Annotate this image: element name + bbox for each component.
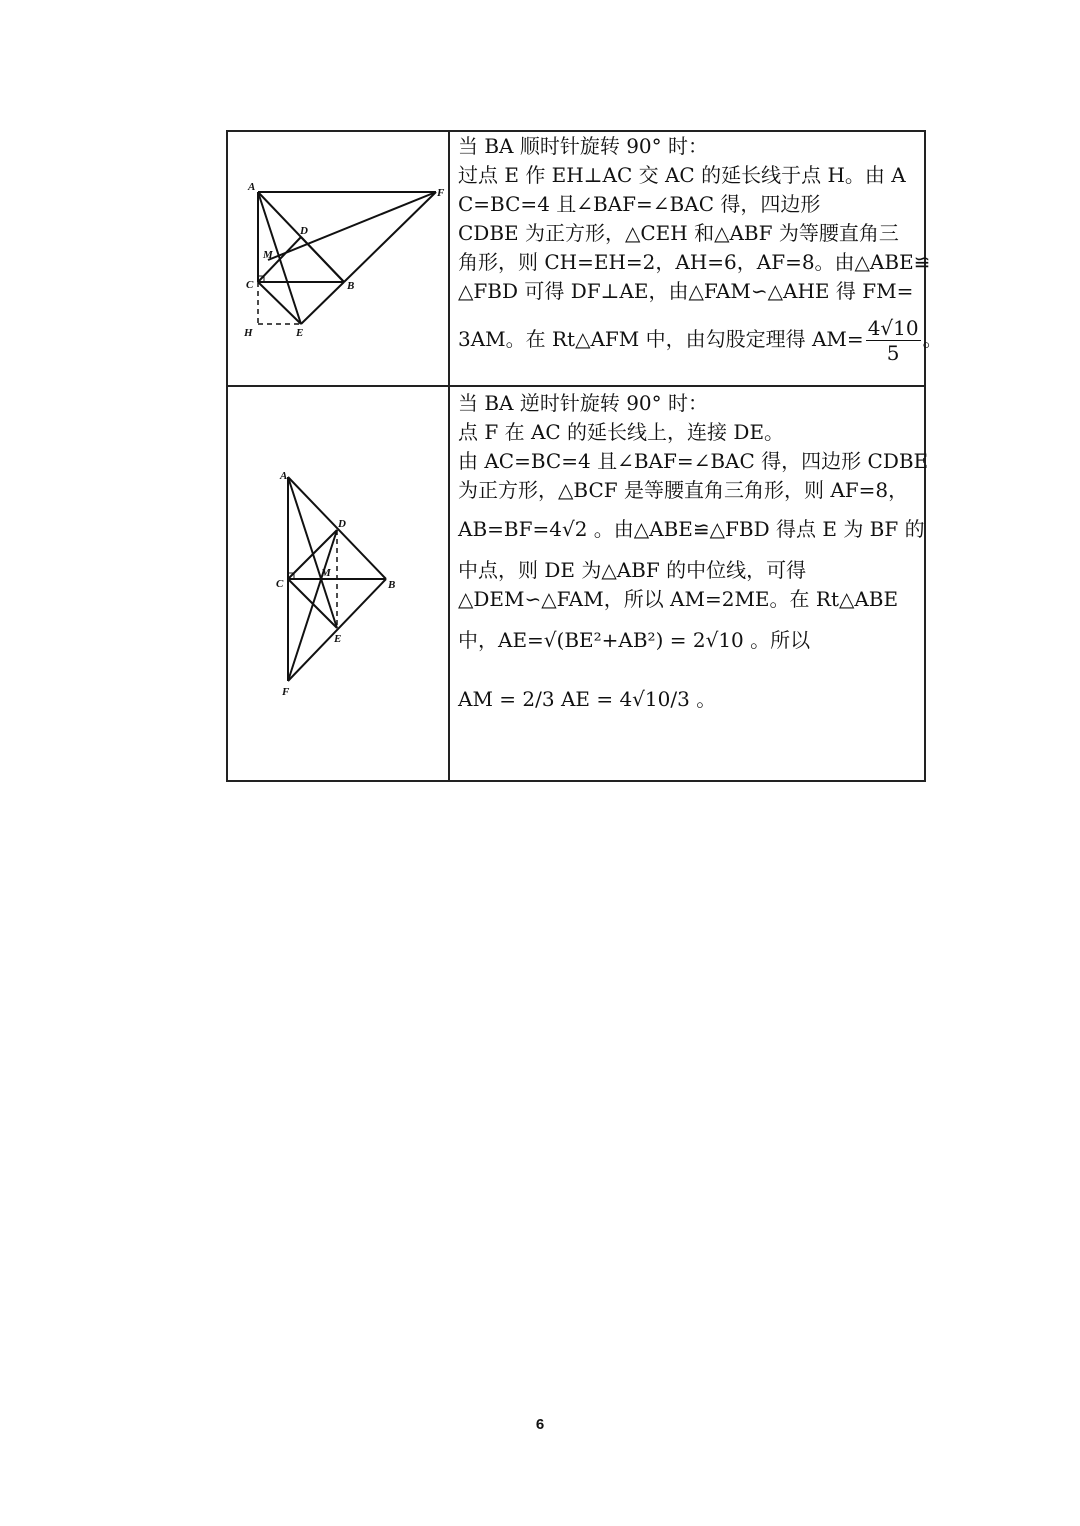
label-e: E <box>296 327 304 339</box>
label-d: D <box>338 518 346 530</box>
text-line: 角形，则 CH=EH=2，AH=6，AF=8。由△ABE≌ <box>458 250 931 274</box>
solution-text-counterclockwise <box>458 389 929 714</box>
text-segment: 3AM。在 Rt△AFM 中，由勾股定理得 AM= <box>458 327 864 351</box>
solution-table <box>226 130 943 782</box>
label-b: B <box>347 280 355 292</box>
label-d: D <box>300 225 308 237</box>
text-line: △DEM∽△FAM，所以 AM=2ME。在 Rt△ABE <box>458 587 899 611</box>
heading: 当 BA 顺时针旋转 90° 时： <box>458 134 709 158</box>
label-m: M <box>321 567 331 579</box>
text-line <box>458 316 943 365</box>
label-f: F <box>437 187 445 199</box>
label-c: C <box>246 279 254 291</box>
row-divider <box>228 385 924 387</box>
figure-counterclockwise <box>268 467 408 707</box>
text-line: AM = 2/3 AE = 4√10/3 。 <box>458 687 717 711</box>
text-line: C=BC=4 且∠BAF=∠BAC 得，四边形 <box>458 192 821 216</box>
fraction-denominator: 5 <box>886 341 900 365</box>
fraction <box>866 316 921 365</box>
text-line: 中点，则 DE 为△ABF 的中位线，可得 <box>458 558 807 582</box>
solution-text-clockwise <box>458 132 943 365</box>
label-f: F <box>282 686 290 698</box>
text-line: △FBD 可得 DF⊥AE，由△FAM∽△AHE 得 FM= <box>458 279 914 303</box>
label-e: E <box>334 633 342 645</box>
column-divider <box>448 132 450 780</box>
label-m: M <box>263 249 273 261</box>
label-b: B <box>388 579 396 591</box>
label-a: A <box>248 181 256 193</box>
text-line: 为正方形，△BCF 是等腰直角三角形，则 AF=8， <box>458 478 909 502</box>
text-line: 过点 E 作 EH⊥AC 交 AC 的延长线于点 H。由 A <box>458 163 906 187</box>
heading: 当 BA 逆时针旋转 90° 时： <box>458 391 709 415</box>
text-line: 中，AE=√(BE²+AB²) = 2√10 。所以 <box>458 628 811 652</box>
text-line: 点 F 在 AC 的延长线上，连接 DE。 <box>458 420 785 444</box>
label-h: H <box>244 327 253 339</box>
fraction-numerator: 4√10 <box>867 316 919 340</box>
label-c: C <box>276 578 284 590</box>
page-number: 6 <box>535 1416 545 1433</box>
text-line: CDBE 为正方形，△CEH 和△ABF 为等腰直角三 <box>458 221 899 245</box>
label-a: A <box>280 470 288 482</box>
text-line: AB=BF=4√2 。由△ABE≌△FBD 得点 E 为 BF 的 <box>458 517 925 541</box>
text-segment: 。 <box>922 327 943 351</box>
text-line: 由 AC=BC=4 且∠BAF=∠BAC 得，四边形 CDBE <box>458 449 929 473</box>
figure-clockwise <box>236 172 446 342</box>
